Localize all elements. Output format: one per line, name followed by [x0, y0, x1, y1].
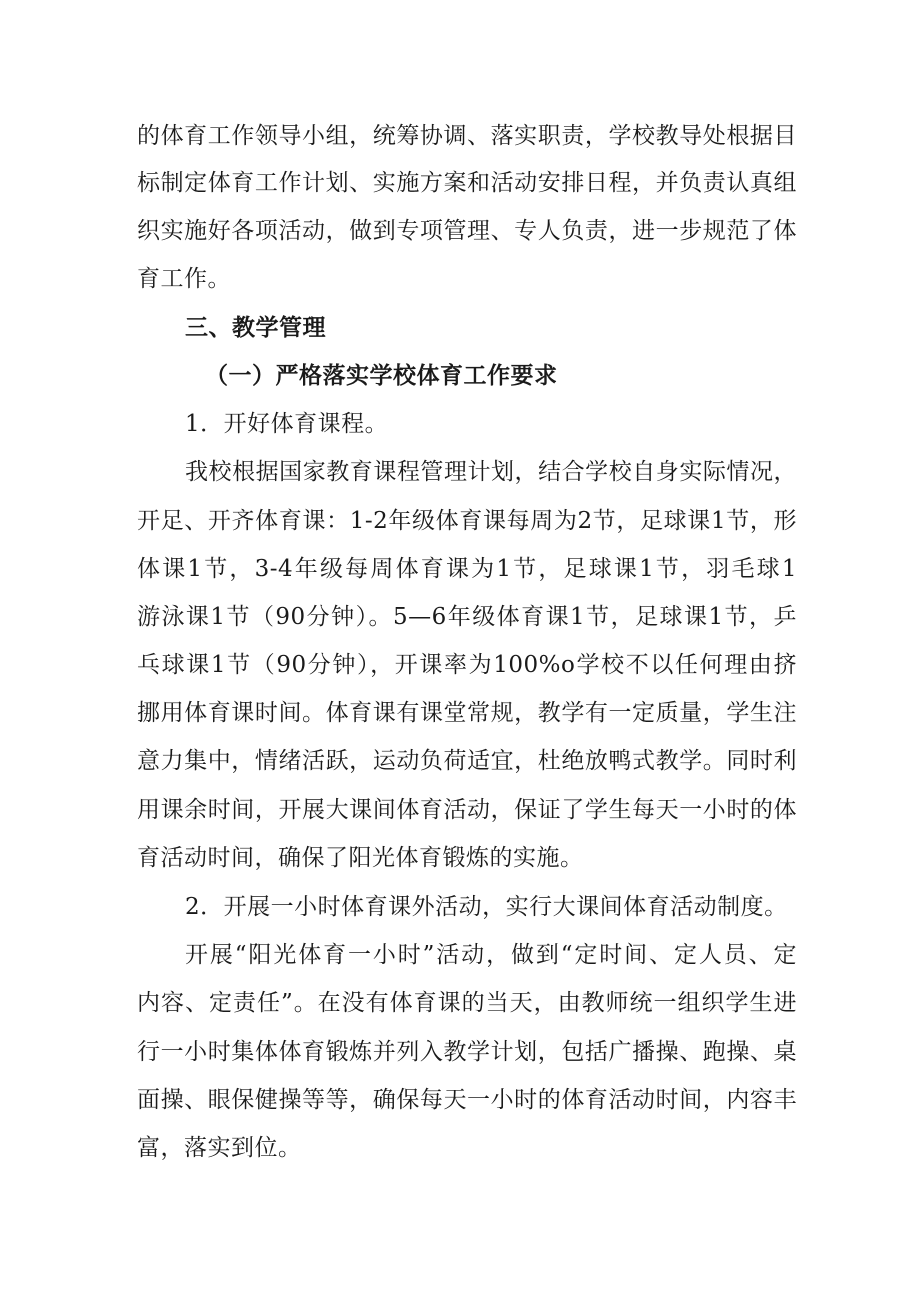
subsection-heading: （一）严格落实学校体育工作要求	[205, 362, 558, 389]
paragraph-line: 挪用体育课时间。体育课有课堂常规，教学有一定质量，学生注	[137, 700, 797, 726]
paragraph-line: 育活动时间，确保了阳光体育锻炼的实施。	[137, 845, 584, 871]
paragraph-line: 我校根据国家教育课程管理计划，结合学校自身实际情况，	[185, 459, 797, 485]
paragraph-line: 意力集中，情绪活跃，运动负荷适宜，杜绝放鸭式教学。同时利	[137, 748, 797, 774]
item-title: 1．开好体育课程。	[185, 411, 389, 437]
paragraph-line: 育工作。	[137, 266, 231, 292]
section-heading: 三、教学管理	[185, 314, 326, 341]
paragraph-line: 体课1节，3-4年级每周体育课为1节，足球课1节，羽毛球1	[137, 556, 797, 582]
paragraph-line: 乓球课1节（90分钟），开课率为100%o学校不以任何理由挤	[137, 652, 797, 678]
paragraph-line: 的体育工作领导小组，统筹协调、落实职责，学校教导处根据目	[137, 123, 797, 149]
item-title: 2．开展一小时体育课外活动，实行大课间体育活动制度。	[185, 894, 788, 920]
paragraph-line: 开足、开齐体育课：1-2年级体育课每周为2节，足球课1节，形	[137, 508, 797, 534]
paragraph-line: 织实施好各项活动，做到专项管理、专人负责，进一步规范了体	[137, 218, 797, 244]
paragraph-line: 用课余时间，开展大课间体育活动，保证了学生每天一小时的体	[137, 797, 797, 823]
paragraph-line: 游泳课1节（90分钟）。5—6年级体育课1节，足球课1节，乒	[137, 604, 797, 630]
paragraph-line: 行一小时集体体育锻炼并列入教学计划，包括广播操、跑操、桌	[137, 1039, 797, 1065]
paragraph-line: 富，落实到位。	[137, 1135, 302, 1161]
paragraph-line: 面操、眼保健操等等，确保每天一小时的体育活动时间，内容丰	[137, 1087, 797, 1113]
paragraph-line: 开展“阳光体育一小时”活动，做到“定时间、定人员、定	[185, 942, 797, 968]
paragraph-line: 内容、定责任”。在没有体育课的当天，由教师统一组织学生进	[137, 990, 797, 1016]
paragraph-line: 标制定体育工作计划、实施方案和活动安排日程，并负责认真组	[137, 170, 797, 196]
